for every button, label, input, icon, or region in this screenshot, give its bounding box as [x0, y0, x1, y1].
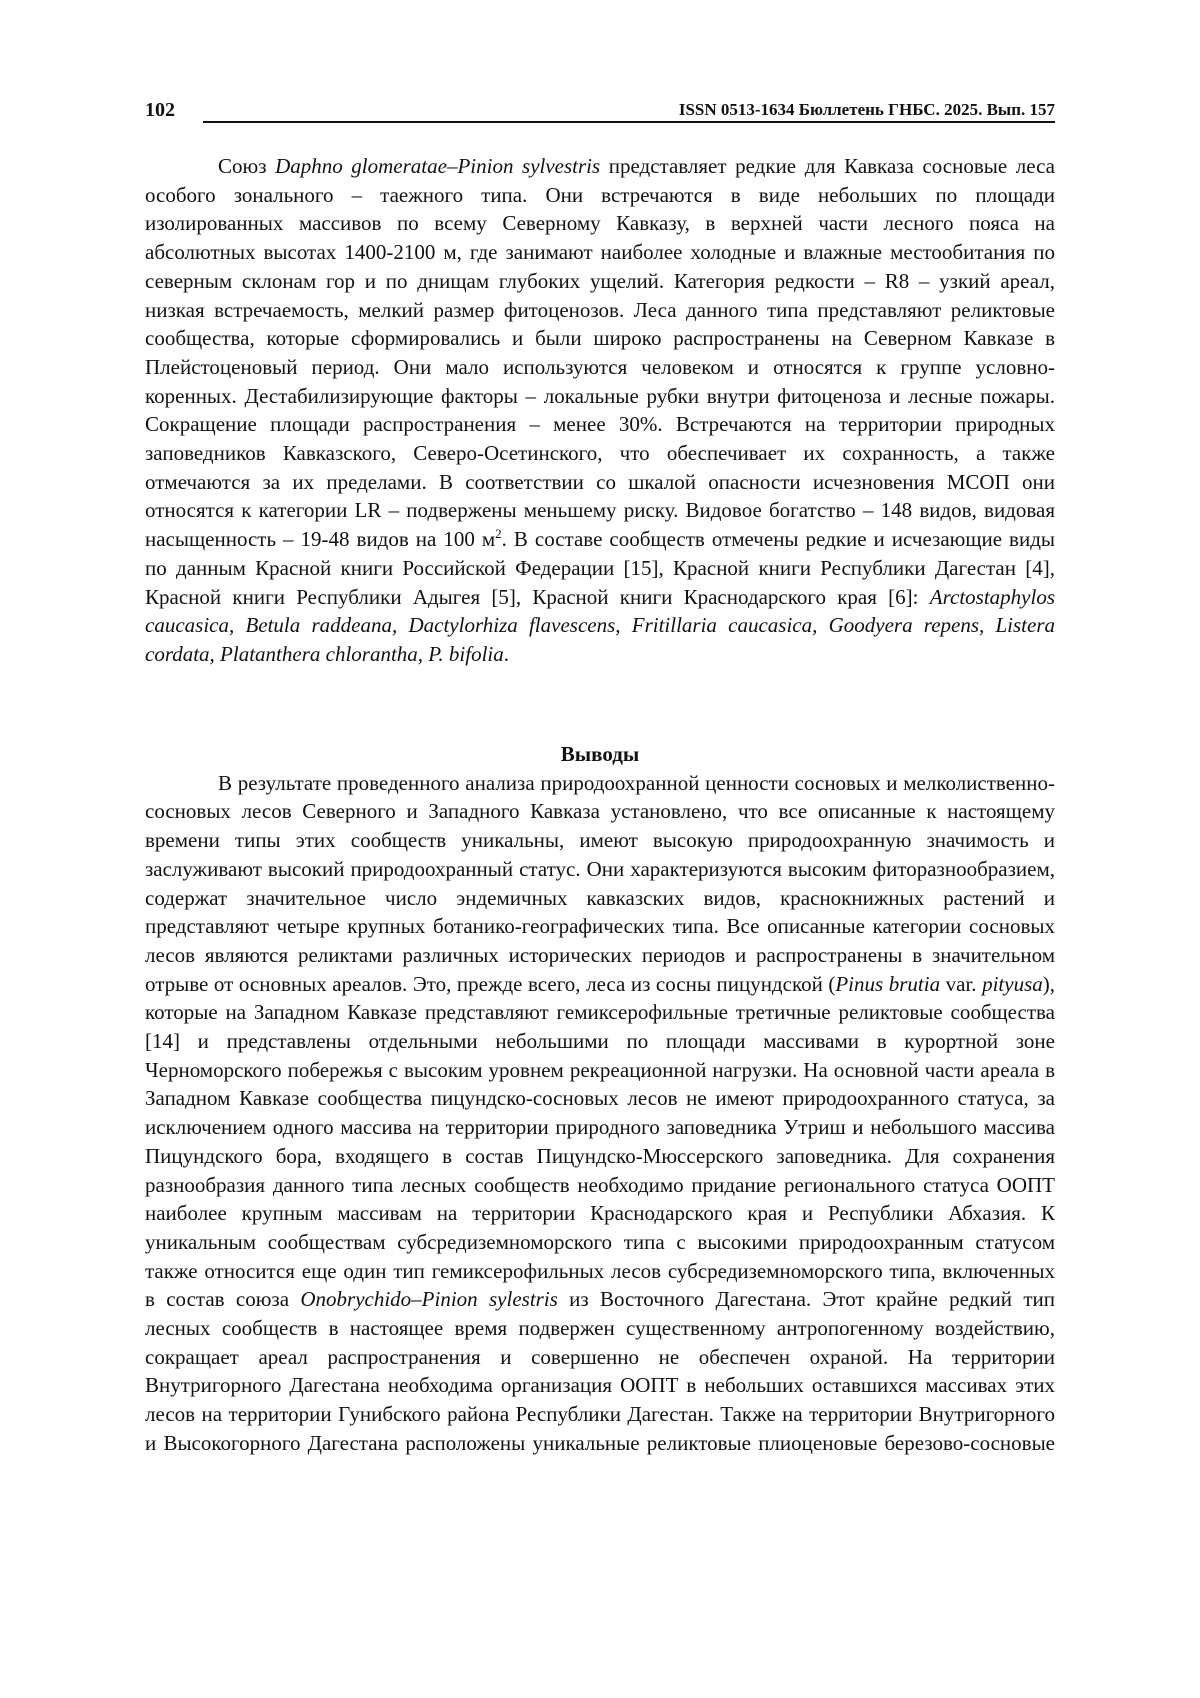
conclusions-section: [145, 740, 1055, 1458]
taxon-name: Daphno glomeratae–Pinion sylvestris: [275, 154, 601, 178]
body-text-upper: [145, 152, 1055, 669]
species-list: Arctostaphylos caucasica, Betula raddeana, Dactylorhiza flavescens, Fritillaria caucasica, Goodyera repens, Listera cordata, Platanthera chlorantha, P. bifolia: [145, 584, 1055, 666]
taxon-name: Pinus brutia: [835, 971, 941, 996]
paragraph-text: из Восточного Дагестана. Этот крайне редкий тип лесных сообществ в настоящее время подвержен существенному антропогенному воздействию, сокращает ареал распространения и совершенно не обеспечен охраной. На территории Внутригорного Дагестана необходима организация ООПТ в небольших оставшихся массивах этих лесов на территории Гунибского района Республики Дагестан. Также на территории Внутригорного и Высокогорного Дагестана расположены уникальные реликтовые плиоценовые березово-сосновые: [145, 1287, 1055, 1455]
paragraph-daphno-pinion: [145, 152, 1055, 669]
superscript: 2: [495, 526, 502, 542]
paragraph-text: представляет редкие для Кавказа сосновые леса особого зонального – таежного типа. Они встречаются в виде небольших по площади изолированных массивов по всему Северному Кавказу, в верхней части лесного пояса на абсолютных высотах 1400-2100 м, где занимают наиболее холодные и влажные местообитания по северным склонам гор и по днищам глубоких ущелий. Категория редкости – R8 – узкий ареал, низкая встречаемость, мелкий размер фитоценозов. Леса данного типа представляют реликтовые сообщества, которые сформировались и были широко распространены на Северном Кавказе в Плейстоценовый период. Они мало используются человеком и относятся к группе условно-коренных. Дестабилизирующие факторы – локальные рубки внутри фитоценоза и лесные пожары. Сокращение площади распространения – менее 30%. Встречаются на территории природных заповедников Кавказского, Северо-Осетинского, что обеспечивает их сохранность, а также отмечаются за их пределами. В соответствии со шкалой опасности исчезновения МСОП они относятся к категории LR – подвержены меньшему риску. Видовое богатство – 148 видов, видовая насыщенность – 19-48 видов на 100 м: [145, 154, 1055, 552]
paragraph-text: .: [503, 641, 509, 666]
paragraph-text: ), которые на Западном Кавказе представляют гемиксерофильные третичные реликтовые сообщества [14] и представлены отдельными небольшими по площади массивами в курортной зоне Черноморского побережья с высоким уровнем рекреационной нагрузки. На основной части ареала в Западном Кавказе сообщества пицундско-сосновых лесов не имеют природоохранного статуса, за исключением одного массива на территории природного заповедника Утриш и небольшого массива Пицундского бора, входящего в состав Пицундско-Мюссерского заповедника. Для сохранения разнообразия данного типа лесных сообществ необходимо придание регионального статуса ООПТ наиболее крупным массивам на территории Краснодарского края и Республики Абхазия. К уникальным сообществам субсредиземноморского типа с высокими природоохранным статусом также относится еще один тип гемиксерофильных лесов субсредиземноморского типа, включенных в состав союза: [145, 971, 1055, 1312]
section-heading: Выводы: [560, 742, 640, 766]
taxon-name: pityusa: [982, 971, 1043, 996]
paragraph-text: В результате проведенного анализа природоохранной ценности сосновых и мелколиственно-сосновых лесов Северного и Западного Кавказа установлено, что все описанные к настоящему времени типы этих сообществ уникальны, имеют высокую природоохранную значимость и заслуживают высокий природоохранный статус. Они характеризуются высоким фиторазнообразием, содержат значительное число эндемичных кавказских видов, краснокнижных растений и представляют четыре крупных ботанико-географических типа. Все описанные категории сосновых лесов являются реликтами различных исторических периодов и распространены в значительном отрыве от основных ареалов. Это, прежде всего, леса из сосны пицундской (: [145, 770, 1055, 996]
paragraph-conclusions: [145, 769, 1055, 1458]
paragraph-text: var.: [940, 971, 983, 996]
page-number: 102: [145, 99, 175, 121]
journal-citation: ISSN 0513-1634 Бюллетень ГНБС. 2025. Вып. 157: [678, 100, 1055, 119]
taxon-name: Onobrychido–Pinion sylestris: [300, 1287, 558, 1312]
running-header: [145, 98, 1055, 124]
header-rule: [203, 121, 1055, 123]
paragraph-text: Союз: [218, 154, 276, 178]
paragraph-text: . В составе сообществ отмечены редкие и исчезающие виды по данным Красной книги Российской Федерации [15], Красной книги Республики Дагестан [4], Красной книги Республики Адыгея [5], Красной книги Краснодарского края [6]:: [145, 527, 1055, 609]
